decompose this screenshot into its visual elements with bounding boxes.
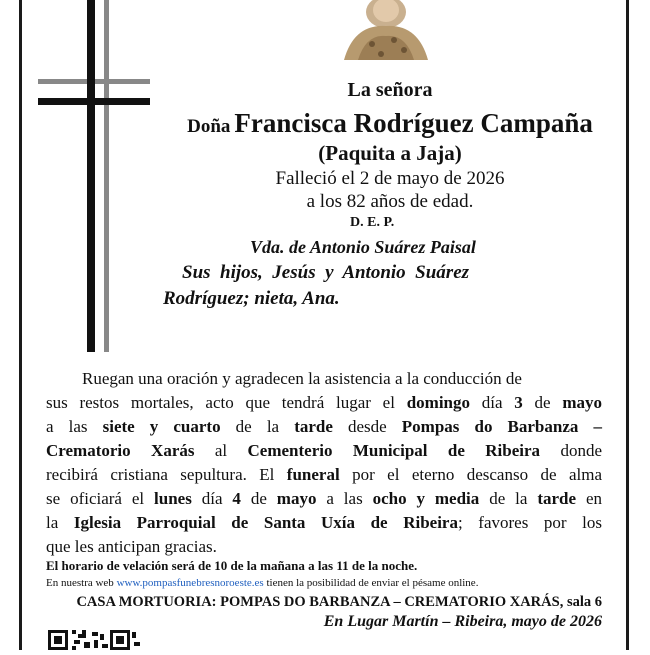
qr-code-icon [46,628,142,650]
place-date: En Lugar Martín – Ribeira, mayo de 2026 [323,613,602,630]
body-line: que les anticipan gracias. [46,537,217,556]
body-line: la Iglesia Parroquial de Santa Uxía de Ribeira; favores por los [46,513,602,532]
body-line: se oficiará el lunes día 4 de mayo a las ocho y media de la tarde en [46,489,602,508]
death-date: Falleció el 2 de mayo de 2026 [275,168,505,189]
vigil-hours: El horario de velación será de 10 de la mañana a las 11 de la noche. [46,558,418,573]
nickname: (Paquita a Jaja) [318,141,462,165]
deceased-name [160,108,620,139]
body-line: Ruegan una oración y agradecen la asistencia a la conducción de [82,369,522,388]
web-line: En nuestra web www.pompasfunebresnoroeste.es tienen la posibilidad de enviar el pésame online. [46,577,479,589]
name: Francisca Rodríguez Campaña [234,108,593,138]
body-line: a las siete y cuarto de la tarde desde Pompas do Barbanza – [46,417,602,436]
body-line: sus restos mortales, acto que tendrá lugar el domingo día 3 de mayo [46,393,602,412]
frame-left-border [19,0,22,650]
dep-label: D. E. P. [350,215,395,230]
website-link[interactable]: www.pompasfunebresnoroeste.es [116,577,264,589]
ceremony-paragraph [46,367,602,559]
mortuary-line: CASA MORTUORIA: POMPAS DO BARBANZA – CREMATORIO XARÁS, sala 6 [76,594,602,610]
honorific: Doña [187,116,231,137]
children-line-1: Sus hijos, Jesús y Antonio Suárez [182,262,470,283]
children-line-2: Rodríguez; nieta, Ana. [163,288,340,309]
frame-right-border [626,0,629,650]
age-line: a los 82 años de edad. [306,191,474,212]
widow-line: Vda. de Antonio Suárez Paisal [250,237,476,257]
body-line: recibirá cristiana sepultura. El funeral por el eterno descanso de alma [46,465,602,484]
portrait-photo [336,0,436,60]
body-line: Crematorio Xarás al Cementerio Municipal de Ribeira donde [46,441,602,460]
title-line: La señora [347,79,433,101]
